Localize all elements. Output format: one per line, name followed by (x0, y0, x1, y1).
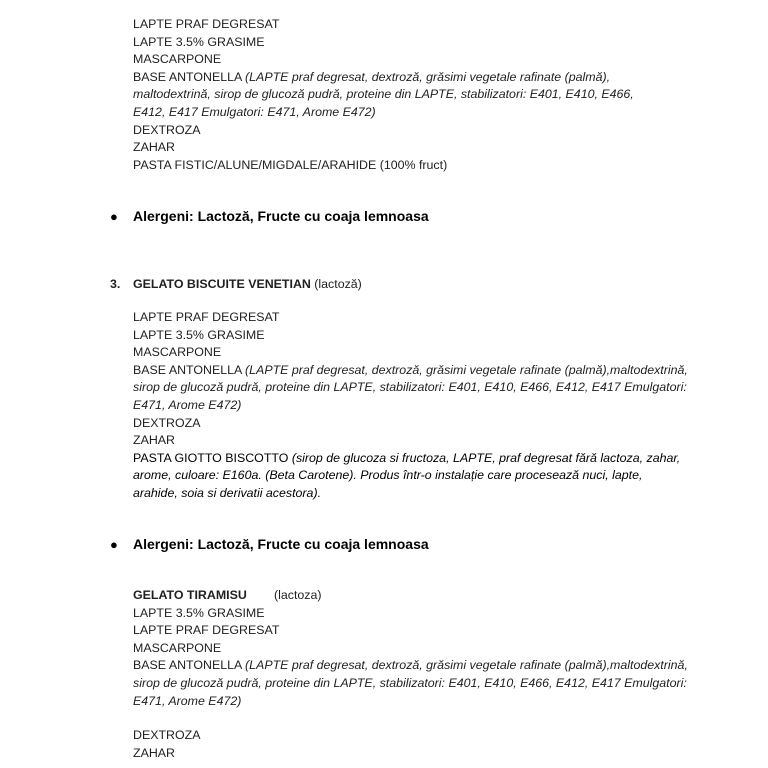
section-heading-3 (110, 276, 362, 294)
base-detail: (LAPTE praf degresat, dextroză, grăsimi vegetale rafinate (palmă), maltodextrină, sirop de glucoză pudră, proteine din LAPTE, stabilizatori: E401, E410, E466, E412, E417 Emulgatori: E471, Arome E472) (133, 69, 634, 119)
ingredient-base (133, 69, 668, 122)
section-title-note: (lactoză) (310, 277, 362, 291)
ingredient-line: PASTA FISTIC/ALUNE/MIGDALE/ARAHIDE (100% fruct) (133, 157, 448, 172)
allergen-text: Alergeni: Lactoză, Fructe cu coaja lemnoasa (133, 208, 429, 224)
ingredients-list-3 (133, 309, 693, 503)
base-detail: (LAPTE praf degresat, dextroză, grăsimi vegetale rafinate (palmă),maltodextrină, sirop de glucoză pudră, proteine din LAPTE, stabilizatori: E401, E410, E466, E412, E417 Emulgatori: E471, Arome E472) (133, 362, 688, 412)
ingredients-list-1 (133, 16, 693, 174)
bullet-icon: ● (110, 209, 118, 224)
ingredient-pasta (133, 450, 688, 503)
section-number: 3. (110, 277, 121, 291)
pasta-detail: (sirop de glucoza si fructoza, LAPTE, praf degresat fără lactoza, zahar, arome, culoare: E160a. (Beta Carotene). Produs într-o instalație care procesează nuci, lapte, arahide, soia si derivatii acestora). (133, 450, 681, 500)
ingredient-line: MASCARPONE (133, 640, 222, 655)
ingredient-line: DEXTROZA (133, 728, 201, 743)
ingredient-line: LAPTE PRAF DEGRESAT (133, 17, 280, 31)
section-title-note: (lactoza) (274, 588, 322, 602)
section-title: GELATO TIRAMISU (133, 588, 247, 602)
section-heading (133, 587, 693, 605)
base-detail: (LAPTE praf degresat, dextroză, grăsimi vegetale rafinate (palmă),maltodextrină, sirop de glucoză pudră, proteine din LAPTE, stabilizatori: E401, E410, E466, E412, E417 Emulgatori: E471, Arome E472) (133, 658, 688, 708)
base-label: BASE ANTONELLA (133, 658, 246, 673)
section-tiramisu (133, 587, 693, 762)
bullet-icon: ● (110, 537, 118, 552)
pasta-label: PASTA GIOTTO BISCOTTO (133, 450, 292, 465)
ingredient-line: LAPTE 3.5% GRASIME (133, 327, 265, 342)
base-label: BASE ANTONELLA (133, 69, 246, 84)
ingredient-line: ZAHAR (133, 745, 175, 760)
section-title: GELATO BISCUITE VENETIAN (133, 277, 311, 291)
base-label: BASE ANTONELLA (133, 362, 246, 377)
ingredient-line: MASCARPONE (133, 52, 222, 67)
ingredient-line: DEXTROZA (133, 122, 201, 137)
allergen-text: Alergeni: Lactoză, Fructe cu coaja lemnoasa (133, 536, 429, 552)
allergen-line-2 (110, 536, 429, 554)
allergen-line-1 (110, 208, 429, 226)
ingredient-line: LAPTE 3.5% GRASIME (133, 605, 265, 620)
ingredient-base (133, 657, 688, 710)
ingredient-line: LAPTE PRAF DEGRESAT (133, 623, 280, 638)
ingredient-base (133, 362, 688, 415)
ingredient-line: ZAHAR (133, 433, 175, 448)
ingredient-line: LAPTE PRAF DEGRESAT (133, 310, 280, 324)
ingredient-line: DEXTROZA (133, 415, 201, 430)
ingredient-line: ZAHAR (133, 140, 175, 155)
ingredient-line: MASCARPONE (133, 345, 222, 360)
ingredient-line: LAPTE 3.5% GRASIME (133, 34, 265, 49)
